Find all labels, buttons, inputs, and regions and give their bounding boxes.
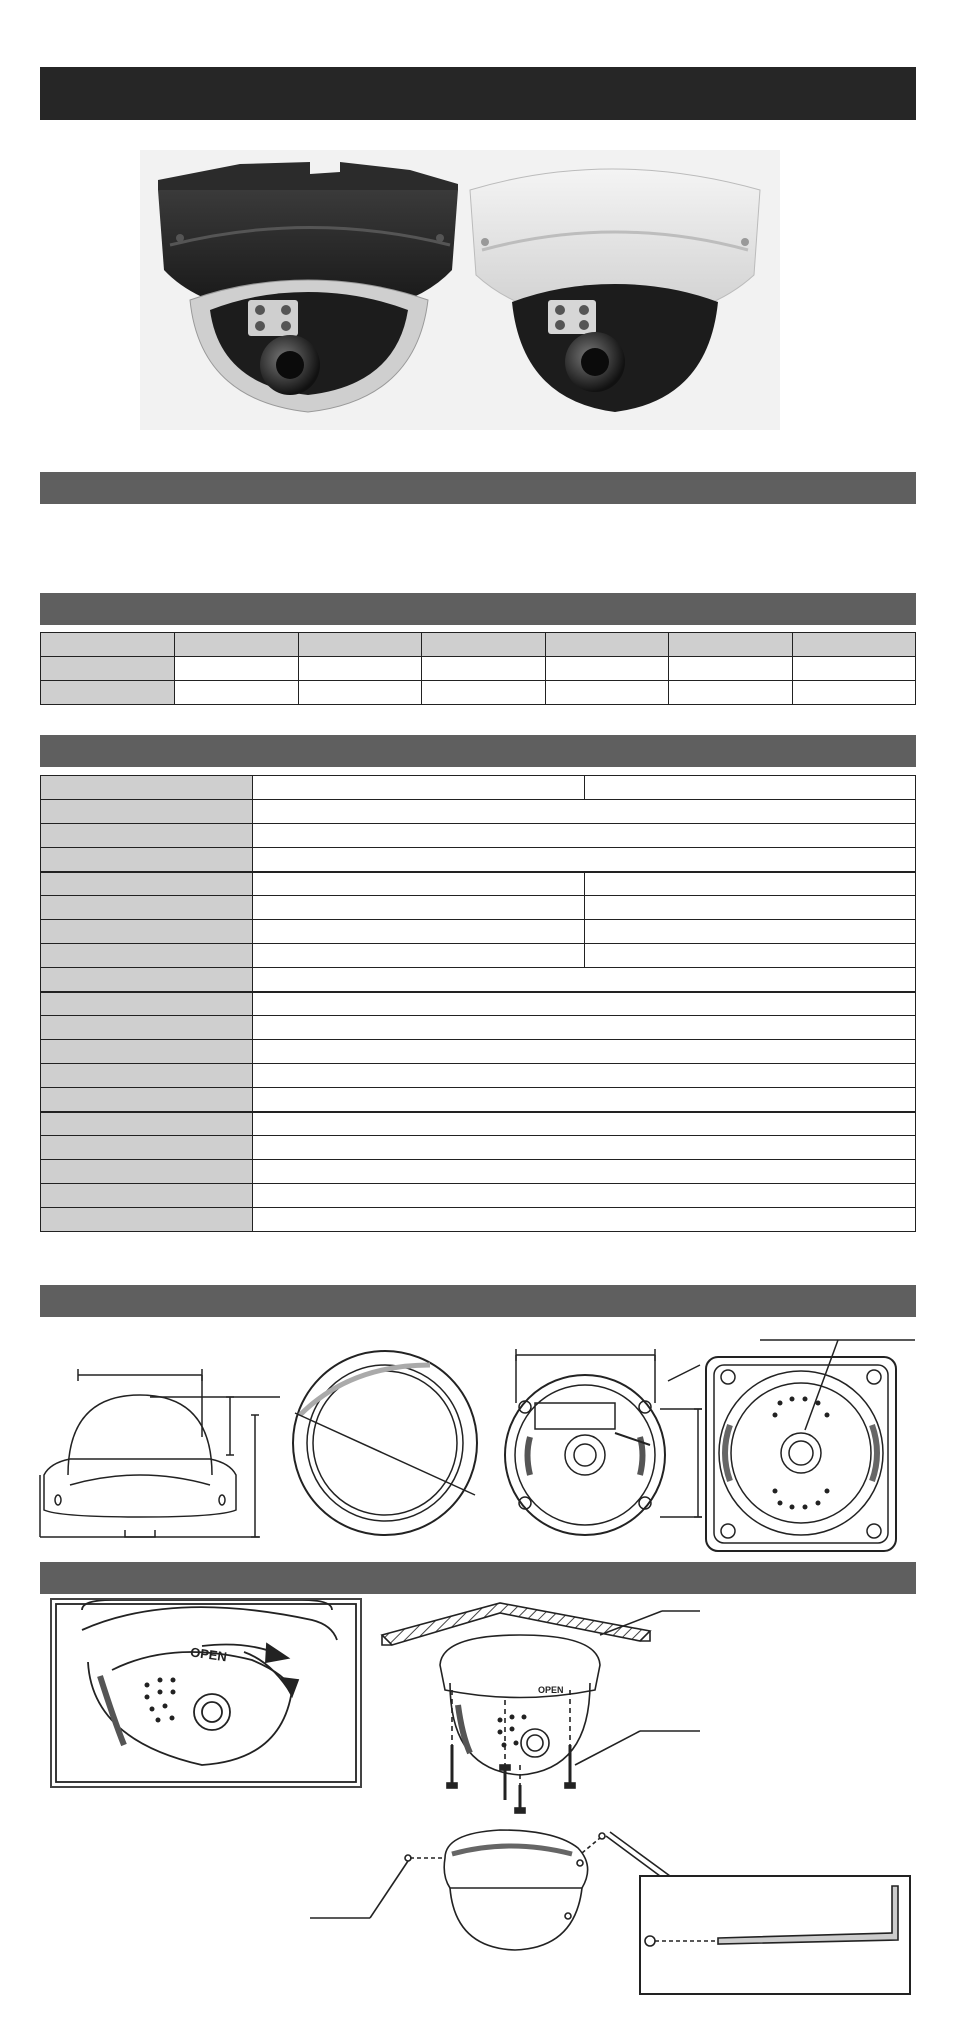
spec-row	[41, 824, 916, 848]
section-bar-1	[40, 472, 916, 504]
spec-row	[41, 968, 916, 992]
section-bar-4	[40, 1285, 916, 1317]
spec-row	[41, 944, 916, 968]
spec-table	[40, 775, 916, 1232]
spec-row	[41, 1208, 916, 1232]
dome-screw-drawing	[310, 1808, 920, 2018]
open-dome-drawing	[52, 1600, 360, 1786]
ceiling-mount-drawing	[370, 1595, 700, 1815]
open-label: OPEN	[189, 1644, 228, 1665]
section-bar-3	[40, 735, 916, 767]
spec-row	[41, 872, 916, 896]
top-view-drawing	[293, 1351, 477, 1535]
title-bar	[40, 67, 916, 120]
spec-row	[41, 848, 916, 872]
open-dome-panel	[50, 1598, 362, 1788]
spec-row	[41, 896, 916, 920]
spec-row	[41, 920, 916, 944]
spec-row	[41, 1040, 916, 1064]
model-table-row	[41, 657, 916, 681]
model-table-row	[41, 681, 916, 705]
model-table	[40, 632, 916, 705]
hex-key-icon	[718, 1886, 898, 1944]
mount-plate-drawing	[706, 1340, 915, 1551]
spec-row	[41, 1184, 916, 1208]
screw-icon	[565, 1745, 575, 1788]
base-view-drawing	[505, 1349, 702, 1535]
screw-icon	[500, 1765, 510, 1800]
section-bar-5	[40, 1562, 916, 1594]
screw-icon	[447, 1745, 457, 1788]
spec-row	[41, 992, 916, 1016]
spec-row	[41, 1136, 916, 1160]
mount-open-label: OPEN	[538, 1685, 564, 1695]
spec-row	[41, 1112, 916, 1136]
spec-row	[41, 1016, 916, 1040]
dimension-drawings	[30, 1325, 930, 1555]
spec-row	[41, 1088, 916, 1112]
spec-row	[41, 1160, 916, 1184]
model-table-header-row	[41, 633, 916, 657]
spec-row	[41, 1064, 916, 1088]
spec-row	[41, 800, 916, 824]
side-view-drawing	[40, 1369, 280, 1537]
spec-row	[41, 776, 916, 800]
section-bar-2	[40, 593, 916, 625]
product-photo	[140, 150, 780, 430]
